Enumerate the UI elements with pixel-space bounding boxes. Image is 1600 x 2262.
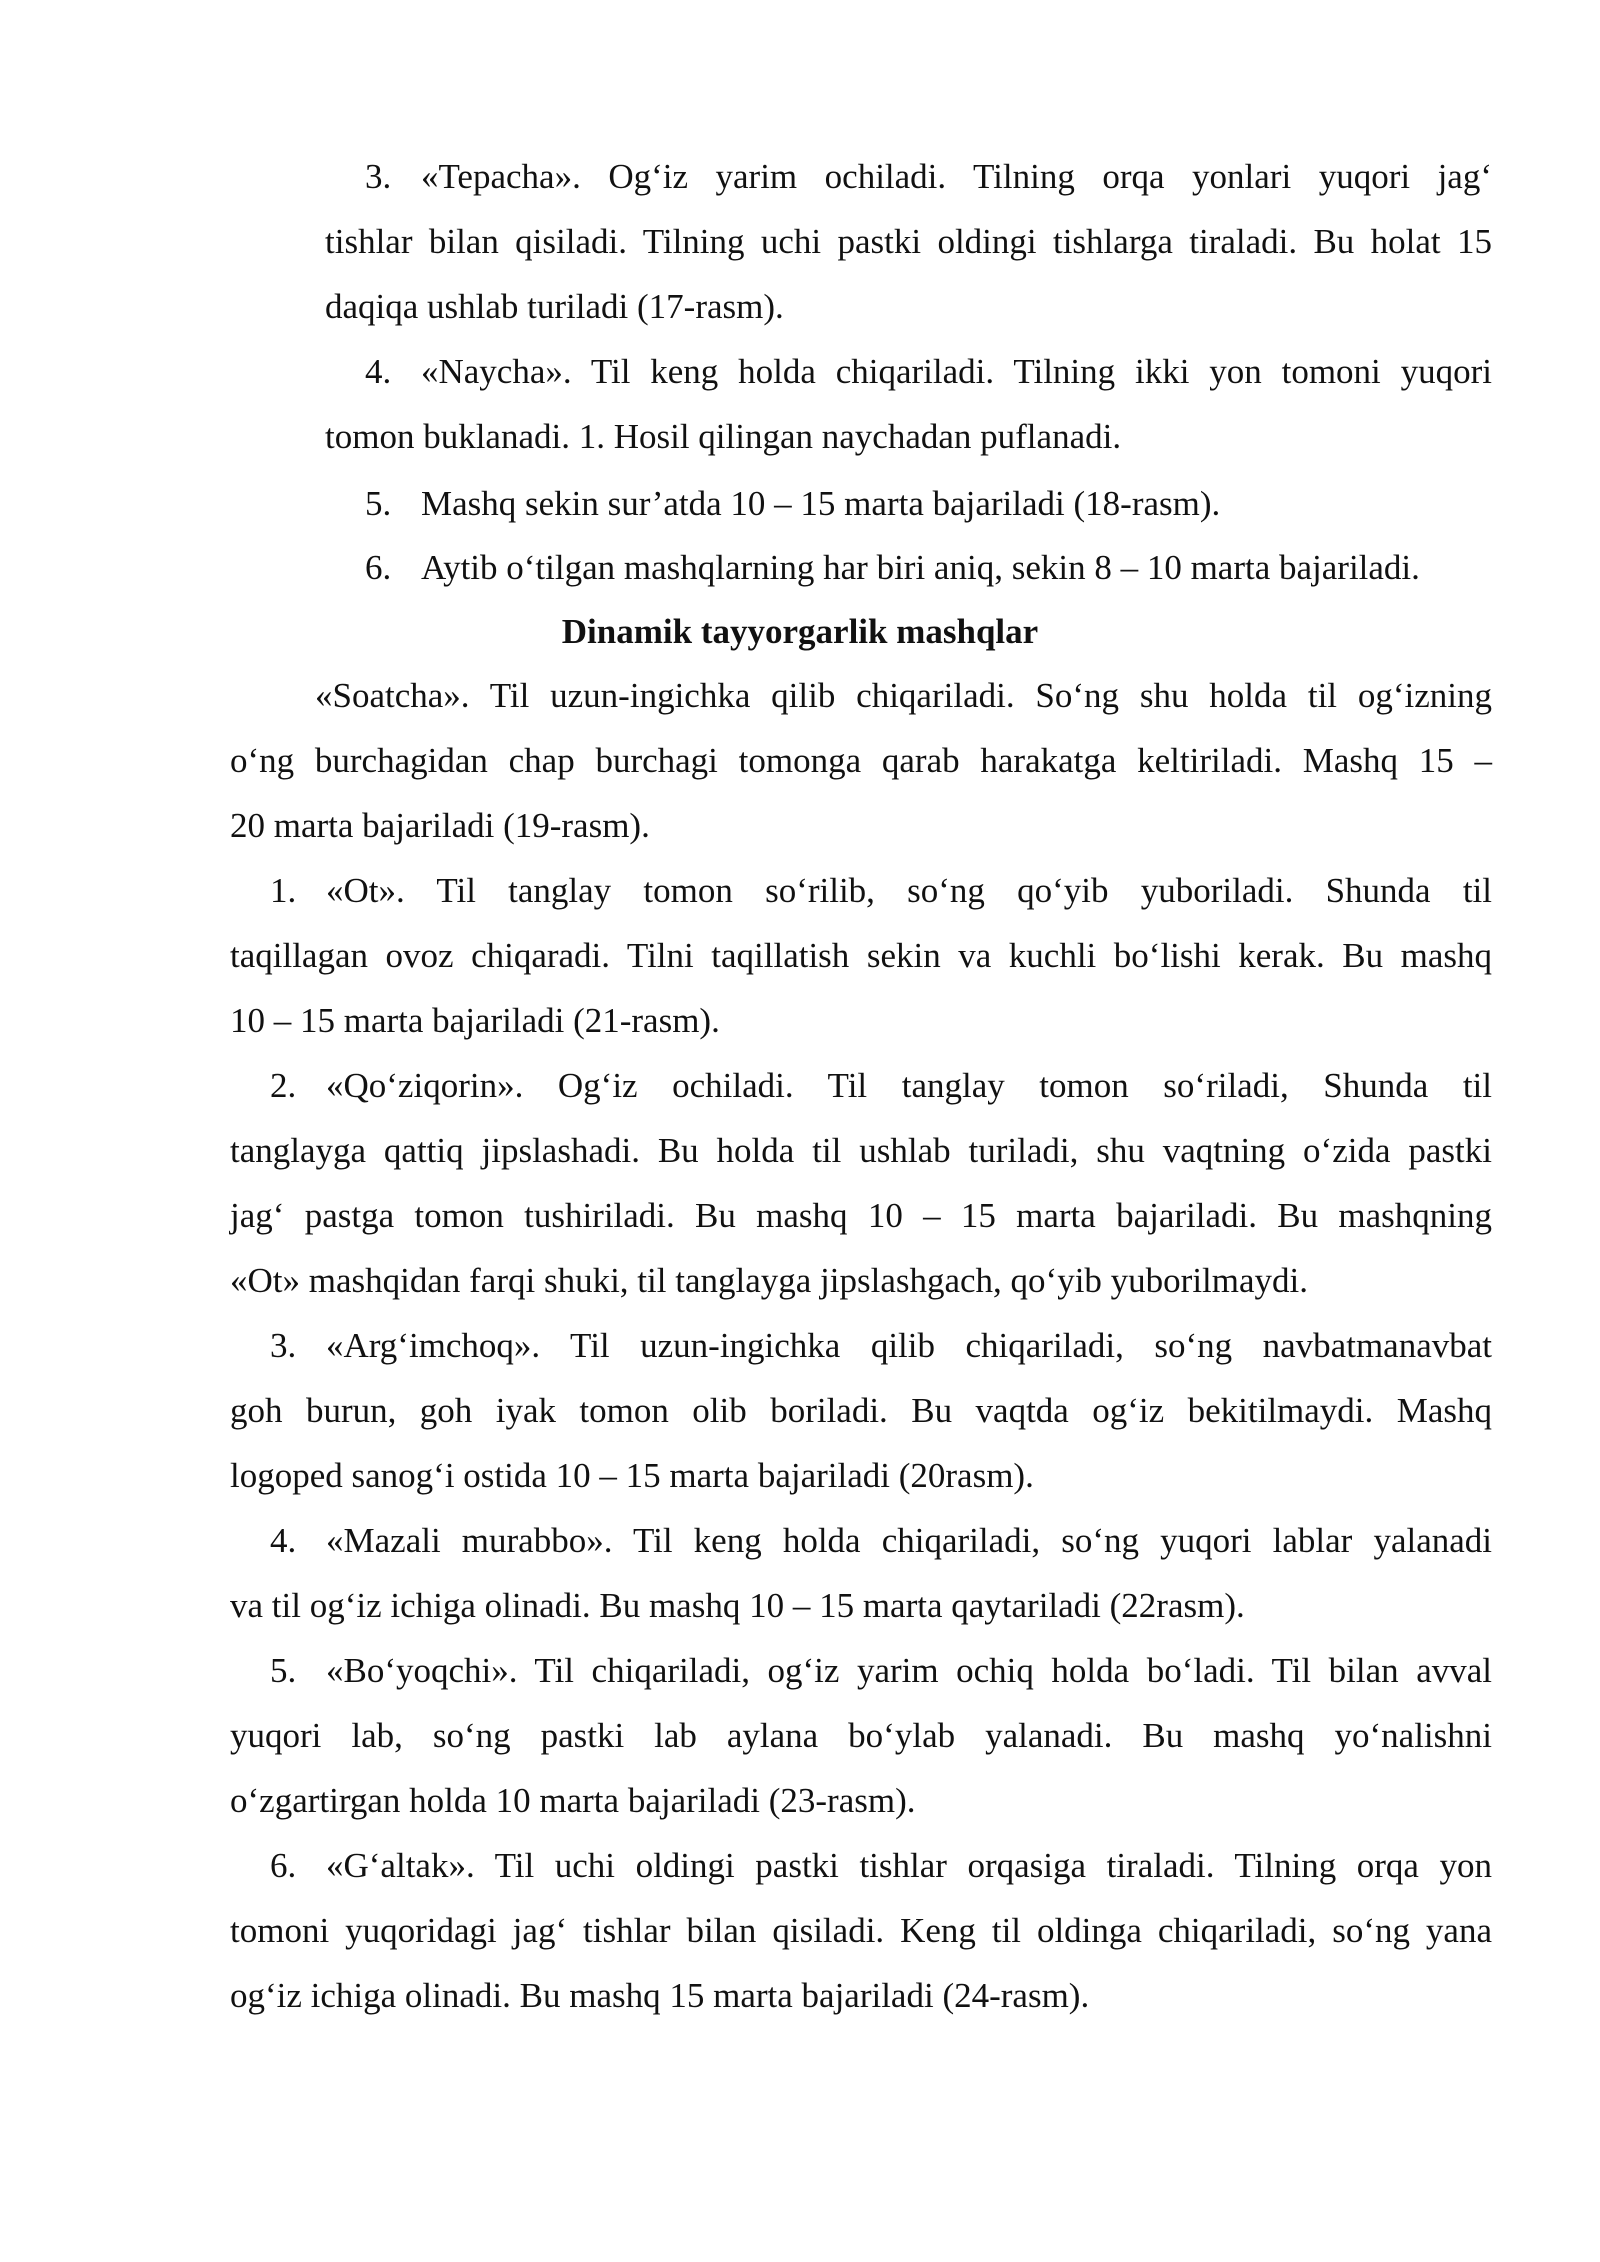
item-4-number: 4.	[365, 352, 392, 391]
item-ot-line-2: taqillagan ovoz chiqaradi. Tilni taqillatish sekin va kuchli bo‘lishi kerak. Bu mashq	[230, 936, 1492, 975]
item-4-line-2: tomon buklanadi. 1. Hosil qilingan naychadan puflanadi.	[325, 417, 1122, 456]
item-qoziqorin-line-1	[270, 1064, 1492, 1108]
item-galtak-line-1	[270, 1844, 1492, 1888]
item-6-number: 6.	[365, 548, 392, 587]
item-5-text: Mashq sekin sur’atda 10 – 15 marta bajariladi (18-rasm).	[421, 484, 1221, 523]
item-boyoqchi-line-1	[270, 1649, 1492, 1693]
item-galtak-line-2: tomoni yuqoridagi jag‘ tishlar bilan qisiladi. Keng til oldinga chiqariladi, so‘ng yana	[230, 1911, 1492, 1950]
item-boyoqchi-line-2: yuqori lab, so‘ng pastki lab aylana bo‘ylab yalanadi. Bu mashq yo‘nalishni	[230, 1716, 1492, 1755]
item-argimchoq-line-1	[270, 1324, 1492, 1368]
item-3-line-2: tishlar bilan qisiladi. Tilning uchi pastki oldingi tishlarga tiraladi. Bu holat 15	[325, 222, 1492, 261]
item-qoziqorin-line-3: jag‘ pastga tomon tushiriladi. Bu mashq 10 – 15 marta bajariladi. Bu mashqning	[230, 1196, 1492, 1235]
item-3-line-3: daqiqa ushlab turiladi (17-rasm).	[325, 287, 784, 326]
item-qoziqorin-line-2: tanglayga qattiq jipslashadi. Bu holda til ushlab turiladi, shu vaqtning o‘zida pastki	[230, 1131, 1492, 1170]
item-ot-number: 1.	[270, 871, 297, 910]
item-qoziqorin-number: 2.	[270, 1066, 297, 1105]
soatcha-line-2: o‘ng burchagidan chap burchagi tomonga qarab harakatga keltiriladi. Mashq 15 –	[230, 741, 1492, 780]
soatcha-line-1: «Soatcha». Til uzun-ingichka qilib chiqariladi. So‘ng shu holda til og‘izning	[315, 676, 1492, 715]
item-4-line-1	[365, 350, 1492, 394]
item-6-line-1	[365, 546, 1420, 590]
item-murabbo-line-2: va til og‘iz ichiga olinadi. Bu mashq 10 – 15 marta qaytariladi (22rasm).	[230, 1586, 1245, 1625]
item-qoziqorin-line-4: «Ot» mashqidan farqi shuki, til tanglayga jipslashgach, qo‘yib yuborilmaydi.	[230, 1261, 1309, 1300]
item-5-line-1	[365, 482, 1220, 526]
item-argimchoq-number: 3.	[270, 1326, 297, 1365]
section-heading: Dinamik tayyorgarlik mashqlar	[561, 612, 1039, 651]
item-boyoqchi-text: «Bo‘yoqchi». Til chiqariladi, og‘iz yarim ochiq holda bo‘ladi. Til bilan avval	[326, 1651, 1492, 1690]
soatcha-line-3: 20 marta bajariladi (19-rasm).	[230, 806, 650, 845]
item-boyoqchi-line-3: o‘zgartirgan holda 10 marta bajariladi (23-rasm).	[230, 1781, 916, 1820]
item-galtak-number: 6.	[270, 1846, 297, 1885]
item-ot-line-3: 10 – 15 marta bajariladi (21-rasm).	[230, 1001, 720, 1040]
item-3-line-1	[365, 155, 1492, 199]
item-5-number: 5.	[365, 484, 392, 523]
item-argimchoq-line-2: goh burun, goh iyak tomon olib boriladi. Bu vaqtda og‘iz bekitilmaydi. Mashq	[230, 1391, 1492, 1430]
item-3-number: 3.	[365, 157, 392, 196]
item-ot-text: «Ot». Til tanglay tomon so‘rilib, so‘ng qo‘yib yuboriladi. Shunda til	[326, 871, 1492, 910]
item-6-text: Aytib o‘tilgan mashqlarning har biri aniq, sekin 8 – 10 marta bajariladi.	[421, 548, 1420, 587]
item-murabbo-line-1	[270, 1519, 1492, 1563]
item-galtak-text: «G‘altak». Til uchi oldingi pastki tishlar orqasiga tiraladi. Tilning orqa yon	[326, 1846, 1492, 1885]
item-ot-line-1	[270, 869, 1492, 913]
item-galtak-line-3: og‘iz ichiga olinadi. Bu mashq 15 marta bajariladi (24-rasm).	[230, 1976, 1090, 2015]
item-argimchoq-line-3: logoped sanog‘i ostida 10 – 15 marta bajariladi (20rasm).	[230, 1456, 1034, 1495]
item-murabbo-number: 4.	[270, 1521, 297, 1560]
item-murabbo-text: «Mazali murabbo». Til keng holda chiqariladi, so‘ng yuqori lablar yalanadi	[326, 1521, 1492, 1560]
item-argimchoq-text: «Arg‘imchoq». Til uzun-ingichka qilib chiqariladi, so‘ng navbatmanavbat	[326, 1326, 1492, 1365]
item-qoziqorin-text: «Qo‘ziqorin». Og‘iz ochiladi. Til tanglay tomon so‘riladi, Shunda til	[326, 1066, 1492, 1105]
item-3-text: «Tepacha». Og‘iz yarim ochiladi. Tilning orqa yonlari yuqori jag‘	[421, 157, 1492, 196]
item-4-text: «Naycha». Til keng holda chiqariladi. Tilning ikki yon tomoni yuqori	[421, 352, 1492, 391]
item-boyoqchi-number: 5.	[270, 1651, 297, 1690]
